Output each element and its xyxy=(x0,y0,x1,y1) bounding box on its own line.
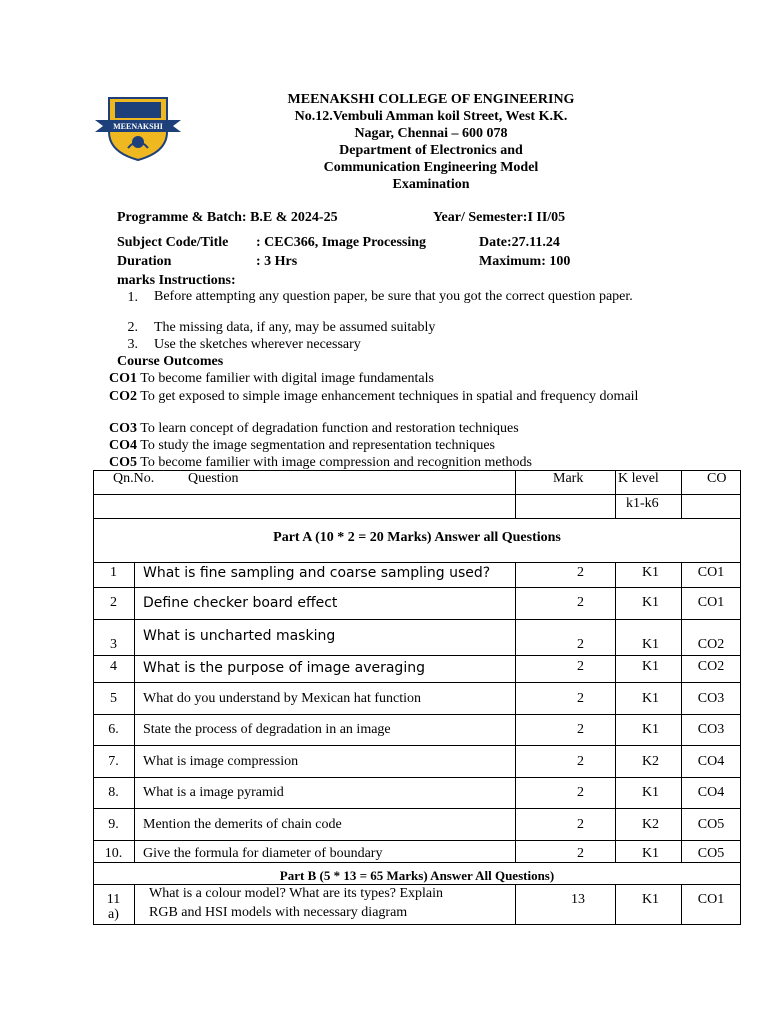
question-table xyxy=(93,470,741,925)
question-mark: 2 xyxy=(577,691,584,706)
question-text: What is fine sampling and coarse sampling used? xyxy=(143,565,491,581)
question-co: CO3 xyxy=(697,722,725,737)
instruction-item xyxy=(118,290,658,324)
question-klevel: K1 xyxy=(641,691,660,706)
instruction-text: Before attempting any question paper, be sure that you got the correct question paper. xyxy=(154,289,633,304)
question-number: 1 xyxy=(110,565,117,580)
question-klevel: K1 xyxy=(641,722,660,737)
question-co: CO4 xyxy=(697,785,725,800)
course-outcome xyxy=(109,438,669,454)
instructions-heading: marks Instructions: xyxy=(117,273,236,288)
question-subpart: a) xyxy=(108,907,119,922)
duration-label: Duration xyxy=(117,254,172,269)
part-a-heading: Part A (10 * 2 = 20 Marks) Answer all Questions xyxy=(273,530,561,545)
question-klevel: K1 xyxy=(641,892,660,907)
question-klevel: K1 xyxy=(641,785,660,800)
department-line-1: Department of Electronics and xyxy=(339,143,523,158)
co-text: To become familier with digital image fundamentals xyxy=(137,371,434,386)
question-text: Define checker board effect xyxy=(143,595,338,611)
question-text: State the process of degradation in an image xyxy=(143,722,391,737)
co-code: CO1 xyxy=(109,371,137,386)
course-outcome xyxy=(109,371,669,387)
subject-value: : CEC366, Image Processing xyxy=(256,235,427,250)
question-text: What is image compression xyxy=(143,754,299,769)
question-klevel: K2 xyxy=(641,754,660,769)
question-mark: 2 xyxy=(577,637,584,652)
column-header-qno: Qn.No. xyxy=(113,471,155,486)
column-header-klevel: K level xyxy=(618,471,659,486)
instruction-text: The missing data, if any, may be assumed suitably xyxy=(154,320,436,335)
question-text: What is the purpose of image averaging xyxy=(143,660,425,676)
question-co: CO1 xyxy=(697,565,725,580)
co-text: To study the image segmentation and representation techniques xyxy=(137,438,495,453)
question-text: What is a image pyramid xyxy=(143,785,284,800)
address-line-1: No.12.Vembuli Amman koil Street, West K.K. xyxy=(294,109,568,124)
column-header-co: CO xyxy=(707,471,727,486)
question-klevel: K1 xyxy=(641,659,660,674)
subject-label: Subject Code/Title xyxy=(117,235,229,250)
question-mark: 2 xyxy=(577,846,584,861)
question-mark: 2 xyxy=(577,785,584,800)
question-text: What is a colour model? What are its types? Explain xyxy=(149,886,444,901)
question-co: CO5 xyxy=(697,846,725,861)
question-mark: 2 xyxy=(577,595,584,610)
co-text: To learn concept of degradation function and restoration techniques xyxy=(137,421,519,436)
year-semester: Year/ Semester:I II/05 xyxy=(433,210,566,225)
question-number: 8. xyxy=(108,785,119,800)
question-text: What do you understand by Mexican hat function xyxy=(143,691,421,706)
question-text: What is uncharted masking xyxy=(143,628,336,644)
question-co: CO2 xyxy=(697,659,725,674)
question-number: 3 xyxy=(110,637,117,652)
question-number: 10. xyxy=(104,846,123,861)
instruction-number: 2. xyxy=(127,320,138,335)
question-text: Give the formula for diameter of boundary xyxy=(143,846,383,861)
question-number: 2 xyxy=(110,595,117,610)
question-klevel: K1 xyxy=(641,637,660,652)
question-mark: 2 xyxy=(577,659,584,674)
co-text: To get exposed to simple image enhancement techniques in spatial and frequency domail xyxy=(137,389,639,404)
question-mark: 2 xyxy=(577,817,584,832)
exam-date: Date:27.11.24 xyxy=(479,235,560,250)
question-mark: 13 xyxy=(571,892,585,907)
logo-text: MEENAKSHI xyxy=(113,122,163,131)
question-co: CO4 xyxy=(697,754,725,769)
column-header-question: Question xyxy=(188,471,239,486)
programme-batch: Programme & Batch: B.E & 2024-25 xyxy=(117,210,338,225)
question-number: 4 xyxy=(110,659,117,674)
department-line-3: Examination xyxy=(392,177,470,192)
klevel-range: k1-k6 xyxy=(626,496,659,511)
question-co: CO5 xyxy=(697,817,725,832)
question-mark: 2 xyxy=(577,754,584,769)
duration-value: : 3 Hrs xyxy=(256,254,298,269)
co-code: CO3 xyxy=(109,421,137,436)
question-co: CO1 xyxy=(697,595,725,610)
question-co: CO3 xyxy=(697,691,725,706)
question-klevel: K2 xyxy=(641,817,660,832)
college-name: MEENAKSHI COLLEGE OF ENGINEERING xyxy=(287,92,575,107)
question-klevel: K1 xyxy=(641,595,660,610)
co-code: CO5 xyxy=(109,455,137,470)
co-code: CO2 xyxy=(109,389,137,404)
question-text-line2: RGB and HSI models with necessary diagram xyxy=(149,905,408,920)
question-mark: 2 xyxy=(577,565,584,580)
maximum-marks: Maximum: 100 xyxy=(479,254,571,269)
column-header-mark: Mark xyxy=(553,471,584,486)
instruction-item xyxy=(118,337,658,354)
question-number: 5 xyxy=(110,691,117,706)
question-klevel: K1 xyxy=(641,565,660,580)
question-number: 7. xyxy=(108,754,119,769)
question-number: 9. xyxy=(108,817,119,832)
question-co: CO1 xyxy=(697,892,725,907)
department-line-2: Communication Engineering Model xyxy=(323,160,539,175)
question-text: Mention the demerits of chain code xyxy=(143,817,342,832)
course-outcome xyxy=(109,388,654,405)
instruction-number: 1. xyxy=(127,290,138,305)
question-number: 11 xyxy=(106,892,121,907)
instruction-number: 3. xyxy=(127,337,138,352)
question-number: 6. xyxy=(108,722,119,737)
course-outcomes-heading: Course Outcomes xyxy=(117,354,224,369)
question-mark: 2 xyxy=(577,722,584,737)
co-code: CO4 xyxy=(109,438,137,453)
co-text: To become familier with image compression and recognition methods xyxy=(137,455,532,470)
instruction-text: Use the sketches wherever necessary xyxy=(154,337,361,352)
part-b-heading: Part B (5 * 13 = 65 Marks) Answer All Questions) xyxy=(279,868,555,883)
question-co: CO2 xyxy=(697,637,725,652)
course-outcome xyxy=(109,455,669,471)
course-outcome xyxy=(109,421,669,437)
instruction-item xyxy=(118,320,658,337)
question-klevel: K1 xyxy=(641,846,660,861)
address-line-2: Nagar, Chennai – 600 078 xyxy=(354,126,508,141)
